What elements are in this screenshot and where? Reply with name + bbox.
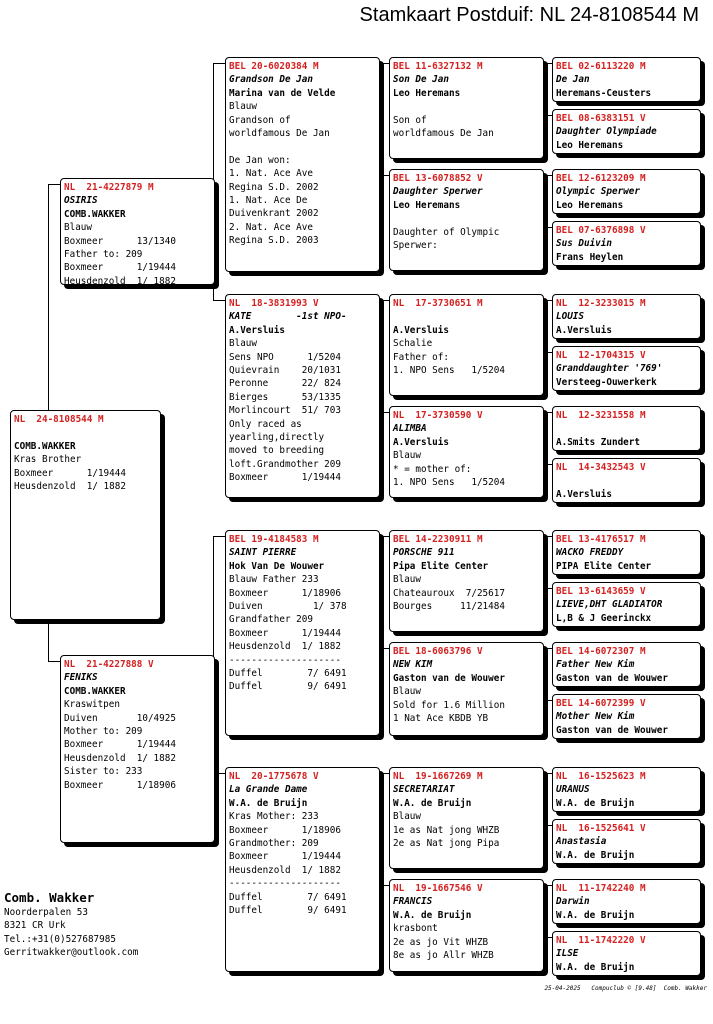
card-line: Boxmeer 1/19444 — [64, 739, 176, 751]
card-line: Sold for 1.6 Million — [393, 699, 505, 711]
breeder-name: L,B & J Geerinckx — [556, 612, 652, 624]
gggp-7[interactable] — [552, 406, 701, 451]
breeder-name: W.A. de Bruijn — [556, 797, 635, 809]
connector-line — [213, 300, 225, 301]
card-line: Kras Mother: 233 — [229, 811, 319, 823]
ring-number: NL 19-1667546 V — [393, 883, 483, 894]
pigeon-name: Darwin — [556, 896, 590, 908]
card-line: 1 Nat Ace KBDB YB — [393, 712, 489, 724]
card-line: Duffel 7/ 6491 — [229, 891, 347, 903]
breeder-name: PIPA Elite Center — [556, 560, 652, 572]
breeder-name: W.A. de Bruijn — [393, 797, 472, 809]
card-line: Sperwer: — [393, 239, 438, 251]
ggp-2[interactable] — [389, 169, 544, 271]
card-line: yearling,directly — [229, 431, 325, 443]
card-line — [14, 426, 160, 439]
ring-number: NL 14-3432543 V — [556, 462, 646, 473]
pigeon-name: URANUS — [556, 784, 590, 796]
card-line — [556, 422, 700, 435]
ring-number: BEL 20-6020384 M — [229, 61, 319, 72]
ring-number: BEL 13-4176517 M — [556, 534, 646, 545]
breeder-name: Frans Heylen — [556, 251, 624, 263]
card-line: Blauw — [393, 811, 421, 823]
breeder-name: COMB.WAKKER — [64, 685, 126, 697]
ring-number: BEL 13-6143659 V — [556, 586, 646, 597]
pigeon-name: PORSCHE 911 — [393, 547, 455, 559]
card-line: Duffel 7/ 6491 — [229, 667, 347, 679]
card-line: Son of — [393, 114, 427, 126]
card-line — [393, 310, 543, 323]
card-line: worldfamous De Jan — [229, 127, 330, 139]
page-title: Stamkaart Postduif: NL 24-8108544 M — [359, 4, 699, 26]
breeder-name: Pipa Elite Center — [393, 560, 489, 572]
breeder-name: Leo Heremans — [393, 87, 461, 99]
card-line: Bierges 53/1335 — [229, 391, 341, 403]
breeder-name: Leo Heremans — [393, 199, 461, 211]
card-line: Sister to: 233 — [64, 766, 143, 778]
card-line: 1. NPO Sens 1/5204 — [393, 476, 505, 488]
breeder-name: Heremans-Ceusters — [556, 87, 652, 99]
card-line: Blauw — [393, 686, 421, 698]
ggp-7[interactable] — [389, 767, 544, 869]
pigeon-name: De Jan — [556, 74, 590, 86]
ring-number: NL 16-1525623 M — [556, 771, 646, 782]
card-line: Only raced as — [229, 418, 302, 430]
card-line: Grandson of — [229, 114, 291, 126]
footer-credit: 25-04-2025 Compuclub © [9.48] Comb. Wakker — [544, 985, 707, 992]
card-line: 2e as jo Vit WHZB — [393, 936, 489, 948]
pigeon-name: LIEVE,DHT GLADIATOR — [556, 599, 663, 611]
card-line: Duffel 9/ 6491 — [229, 904, 347, 916]
breeder-name: Leo Heremans — [556, 199, 624, 211]
ring-number: NL 17-3730590 V — [393, 410, 483, 421]
pigeon-name: OSIRIS — [64, 195, 98, 207]
pigeon-name: NEW KIM — [393, 659, 433, 671]
ring-number: NL 21-4227879 M — [64, 182, 154, 193]
card-line: Boxmeer 1/18906 — [64, 779, 176, 791]
card-line: De Jan won: — [229, 154, 291, 166]
card-line: Kraswitpen — [64, 699, 120, 711]
pigeon-name: Father New Kim — [556, 659, 635, 671]
card-line: Blauw — [229, 338, 257, 350]
gggp-15[interactable] — [552, 879, 701, 924]
ring-number: BEL 14-2230911 M — [393, 534, 483, 545]
pigeon-name: LOUIS — [556, 311, 584, 323]
gggp-6[interactable] — [552, 346, 701, 391]
card-line: Boxmeer 1/18906 — [229, 587, 341, 599]
card-line: 8e as jo Allr WHZB — [393, 949, 494, 961]
ring-number: NL 24-8108544 M — [14, 414, 104, 425]
gggp-10[interactable] — [552, 582, 701, 627]
card-line: Duivenkrant 2002 — [229, 208, 319, 220]
ggp-5[interactable] — [389, 530, 544, 632]
sire-card[interactable] — [60, 178, 215, 285]
card-line: 1. Nat. Ace Ave — [229, 168, 313, 180]
gd-sire-dam[interactable] — [225, 294, 380, 498]
ggp-8[interactable] — [389, 879, 544, 972]
pigeon-name: WACKO FREDDY — [556, 547, 624, 559]
owner-email: Gerritwakker@outlook.com — [4, 947, 139, 959]
pigeon-name: Granddaughter '769' — [556, 363, 663, 375]
breeder-name: W.A. de Bruijn — [556, 909, 635, 921]
breeder-name: A.Smits Zundert — [556, 436, 640, 448]
card-line — [393, 212, 543, 225]
pigeon-name: Daughter Sperwer — [393, 186, 483, 198]
card-line — [556, 474, 700, 487]
card-line: Father of: — [393, 351, 449, 363]
card-line: worldfamous De Jan — [393, 127, 494, 139]
card-line: Daughter of Olympic — [393, 226, 500, 238]
gggp-13[interactable] — [552, 767, 701, 812]
gggp-9[interactable] — [552, 530, 701, 575]
card-line: Heusdenzold 1/ 1882 — [229, 864, 341, 876]
card-line: Regina S.D. 2002 — [229, 181, 319, 193]
ring-number: NL 21-4227888 V — [64, 659, 154, 670]
card-line: Heusdenzold 1/ 1882 — [14, 480, 126, 492]
owner-name: Comb. Wakker — [4, 890, 95, 905]
ring-number: BEL 08-6383151 V — [556, 113, 646, 124]
dam-card[interactable] — [60, 655, 215, 843]
card-line: Schalie — [393, 338, 433, 350]
breeder-name: Leo Heremans — [556, 139, 624, 151]
ggp-6[interactable] — [389, 642, 544, 736]
pigeon-name: Son De Jan — [393, 74, 449, 86]
card-line: Regina S.D. 2003 — [229, 235, 319, 247]
breeder-name: COMB.WAKKER — [64, 208, 126, 220]
card-line: Grandfather 209 — [229, 614, 313, 626]
card-line: Boxmeer 1/19444 — [229, 627, 341, 639]
gggp-4[interactable] — [552, 221, 701, 266]
card-line: -------------------- — [229, 654, 341, 666]
breeder-name: A.Versluis — [556, 324, 612, 336]
pigeon-name: ILSE — [556, 948, 579, 960]
breeder-name: A.Versluis — [229, 324, 285, 336]
card-line: Boxmeer 1/19444 — [229, 472, 341, 484]
breeder-name: W.A. de Bruijn — [393, 909, 472, 921]
pigeon-name: Olympic Sperwer — [556, 186, 640, 198]
card-line: -------------------- — [229, 878, 341, 890]
card-line: Father to: 209 — [64, 248, 143, 260]
card-line: Blauw — [64, 222, 92, 234]
card-line: Quievrain 20/1031 — [229, 364, 341, 376]
pigeon-name: ALIMBA — [393, 423, 427, 435]
card-line: krasbont — [393, 923, 438, 935]
gs-dam-sire[interactable] — [225, 530, 380, 736]
ring-number: NL 12-3231558 M — [556, 410, 646, 421]
ring-number: BEL 13-6078852 V — [393, 173, 483, 184]
ring-number: NL 11-1742220 V — [556, 935, 646, 946]
ring-number: BEL 07-6376898 V — [556, 225, 646, 236]
gggp-11[interactable] — [552, 642, 701, 687]
card-line: Duiven 10/4925 — [64, 712, 176, 724]
gggp-5[interactable] — [552, 294, 701, 339]
ring-number: NL 19-1667269 M — [393, 771, 483, 782]
card-line: loft.Grandmother 209 — [229, 458, 341, 470]
pigeon-name: Mother New Kim — [556, 711, 635, 723]
card-line: Boxmeer 1/19444 — [14, 467, 126, 479]
pigeon-name: SECRETARIAT — [393, 784, 455, 796]
gggp-1[interactable] — [552, 57, 701, 102]
breeder-name: Versteeg-Ouwerkerk — [556, 376, 657, 388]
card-line: Grandmother: 209 — [229, 837, 319, 849]
owner-block — [4, 890, 138, 960]
card-line: Bourges 11/21484 — [393, 600, 505, 612]
card-line: 2. Nat. Ace Ave — [229, 221, 313, 233]
gggp-2[interactable] — [552, 109, 701, 154]
card-line: Heusdenzold 1/ 1882 — [64, 275, 176, 285]
pigeon-name: La Grande Dame — [229, 784, 308, 796]
breeder-name: Hok Van De Wouwer — [229, 560, 325, 572]
gggp-12[interactable] — [552, 694, 701, 739]
card-line: Sens NPO 1/5204 — [229, 351, 341, 363]
breeder-name: W.A. de Bruijn — [556, 961, 635, 973]
breeder-name: A.Versluis — [556, 488, 612, 500]
breeder-name: Gaston van de Wouwer — [556, 672, 668, 684]
owner-address: Noorderpalen 53 — [4, 907, 88, 918]
card-line: Boxmeer 13/1340 — [64, 235, 176, 247]
gggp-14[interactable] — [552, 819, 701, 864]
card-line: Mother to: 209 — [64, 725, 143, 737]
gggp-8[interactable] — [552, 458, 701, 503]
card-line: Blauw — [393, 574, 421, 586]
pigeon-name: Daughter Olympiade — [556, 126, 657, 138]
ring-number: BEL 11-6327132 M — [393, 61, 483, 72]
pigeon-name: FRANCIS — [393, 896, 433, 908]
pigeon-name: Grandson De Jan — [229, 74, 313, 86]
ring-number: NL 20-1775678 V — [229, 771, 319, 782]
ring-number: NL 12-3233015 M — [556, 298, 646, 309]
breeder-name: COMB.WAKKER — [14, 440, 76, 452]
ring-number: NL 11-1742240 M — [556, 883, 646, 894]
breeder-name: A.Versluis — [393, 436, 449, 448]
card-line: Heusdenzold 1/ 1882 — [64, 752, 176, 764]
gd-dam-dam[interactable] — [225, 767, 380, 972]
card-line: 2e as Nat jong Pipa — [393, 837, 500, 849]
card-line: Boxmeer 1/19444 — [229, 851, 341, 863]
card-line: Duiven 1/ 378 — [229, 600, 347, 612]
card-line — [393, 100, 543, 113]
ring-number: NL 16-1525641 V — [556, 823, 646, 834]
owner-phone: Tel.:+31(0)527687985 — [4, 933, 116, 945]
card-line — [229, 140, 379, 153]
ggp-4[interactable] — [389, 406, 544, 498]
gs-sire-sire[interactable] — [225, 57, 380, 272]
card-line: Boxmeer 1/19444 — [64, 262, 176, 274]
gggp-16[interactable] — [552, 931, 701, 976]
card-line: 1. Nat. Ace De — [229, 194, 308, 206]
ggp-3[interactable] — [389, 294, 544, 396]
connector-line — [48, 184, 60, 185]
ring-number: BEL 19-4184583 M — [229, 534, 319, 545]
card-line: Blauw — [393, 450, 421, 462]
breeder-name: W.A. de Bruijn — [229, 797, 308, 809]
card-line: Duffel 9/ 6491 — [229, 681, 347, 693]
card-line: Chateauroux 7/25617 — [393, 587, 505, 599]
pigeon-name: Sus Duivin — [556, 238, 612, 250]
breeder-name: Gaston van de Wouwer — [556, 724, 668, 736]
card-line: Kras Brother — [14, 454, 82, 466]
ring-number: BEL 12-6123209 M — [556, 173, 646, 184]
card-line: Blauw — [229, 101, 257, 113]
subject-card[interactable] — [10, 410, 161, 620]
card-line: Heusdenzold 1/ 1882 — [229, 641, 341, 653]
card-line: Peronne 22/ 824 — [229, 378, 341, 390]
card-line: 1. NPO Sens 1/5204 — [393, 364, 505, 376]
breeder-name: Marina van de Velde — [229, 87, 336, 99]
breeder-name: W.A. de Bruijn — [556, 849, 635, 861]
pigeon-name: SAINT PIERRE — [229, 547, 297, 559]
card-line: * = mother of: — [393, 463, 472, 475]
owner-city: 8321 CR Urk — [4, 920, 66, 932]
ring-number: BEL 14-6072307 M — [556, 646, 646, 657]
ring-number: BEL 02-6113220 M — [556, 61, 646, 72]
pigeon-name: Anastasia — [556, 836, 607, 848]
connector-line — [48, 661, 60, 662]
card-line: Boxmeer 1/18906 — [229, 824, 341, 836]
breeder-name: A.Versluis — [393, 324, 449, 336]
breeder-name: Gaston van de Wouwer — [393, 672, 505, 684]
ring-number: NL 18-3831993 V — [229, 298, 319, 309]
card-line: Morlincourt 51/ 703 — [229, 405, 341, 417]
ring-number: BEL 18-6063796 V — [393, 646, 483, 657]
connector-line — [213, 63, 225, 64]
pigeon-name: FENIKS — [64, 672, 98, 684]
card-line: 1e as Nat jong WHZB — [393, 824, 500, 836]
card-line: moved to breeding — [229, 445, 325, 457]
connector-line — [213, 536, 225, 537]
ggp-1[interactable] — [389, 57, 544, 159]
gggp-3[interactable] — [552, 169, 701, 214]
ring-number: NL 12-1704315 V — [556, 350, 646, 361]
card-line: Blauw Father 233 — [229, 574, 319, 586]
ring-number: BEL 14-6072399 V — [556, 698, 646, 709]
ring-number: NL 17-3730651 M — [393, 298, 483, 309]
pigeon-name: KATE -1st NPO- — [229, 311, 347, 323]
